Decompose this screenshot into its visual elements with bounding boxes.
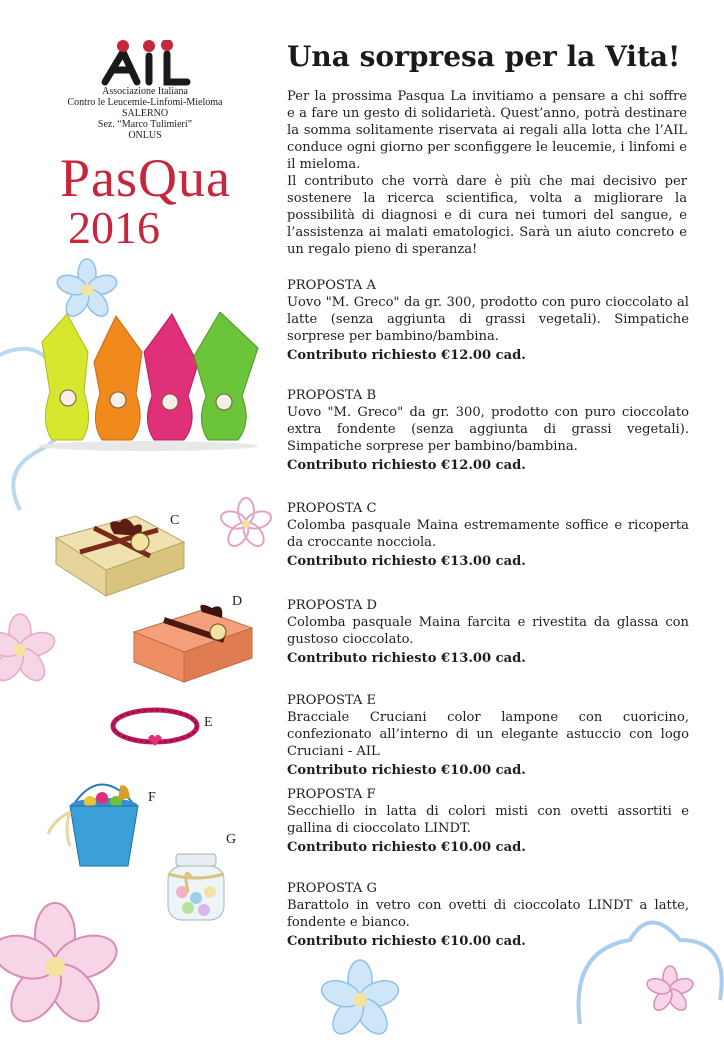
image-label-c: C: [170, 513, 180, 528]
org-line-5: ONLUS: [128, 130, 162, 141]
egg-yellow: [42, 314, 89, 440]
bracelet-e-image: [108, 704, 202, 750]
proposal-e: [287, 692, 689, 779]
image-label-e: E: [204, 715, 213, 730]
colomba-box-d-image: [132, 602, 254, 686]
bucket-f-image: [40, 776, 152, 872]
proposal-description: Colomba pasquale Maina farcita e rivestita da glassa con gustoso cioccolato.: [287, 615, 689, 647]
proposal-title: PROPOSTA G: [287, 881, 378, 896]
proposal-title: PROPOSTA A: [287, 278, 377, 293]
proposal-b: [287, 387, 689, 474]
intro-paragraph-1: Per la prossima Pasqua La invitiamo a pensare a chi soffre e a fare un gesto di solidarietà. Quest’anno, potrà destinare la somma solitamente riservata ai regali alla lotta che l’AIL conduce ogni giorno per sconfiggere le leucemie, i linfomi e il mieloma.: [287, 89, 687, 172]
proposal-title: PROPOSTA D: [287, 598, 378, 613]
proposal-description: Uovo "M. Greco" da gr. 300, prodotto con puro cioccolato extra fondente (senza aggiunta di grassi vegetali). Simpatiche sorprese per bambino/bambina.: [287, 405, 689, 454]
proposal-d: [287, 597, 689, 667]
proposal-description: Colomba pasquale Maina estremamente soffice e ricoperta da croccante nocciola.: [287, 518, 689, 550]
proposal-contribution: Contributo richiesto €10.00 cad.: [287, 840, 526, 855]
proposal-description: Bracciale Cruciani color lampone con cuoricino, confezionato all’interno di un elegante astuccio con logo Cruciani - AIL: [287, 710, 689, 759]
egg-green: [194, 312, 258, 440]
proposal-contribution: Contributo richiesto €13.00 cad.: [287, 651, 526, 666]
flower-decoration-bottom-left: [0, 902, 120, 1032]
proposal-contribution: Contributo richiesto €10.00 cad.: [287, 763, 526, 778]
org-line-4: Sez. “Marco Tulimieri”: [97, 119, 193, 130]
pasqua-word: PasQua: [60, 148, 231, 208]
page-title: Una sorpresa per la Vita!: [287, 40, 681, 73]
intro-text: [287, 88, 687, 258]
proposal-description: Uovo "M. Greco" da gr. 300, prodotto con puro cioccolato al latte (senza aggiunta di grassi vegetali). Simpatiche sorprese per bambino/bambina.: [287, 295, 689, 344]
proposal-f: [287, 786, 689, 856]
proposal-contribution: Contributo richiesto €12.00 cad.: [287, 348, 526, 363]
ail-figures-icon: [97, 40, 193, 86]
intro-paragraph-2: Il contributo che vorrà dare è più che mai decisivo per sostenere la ricerca scientifica, volta a migliorare la possibilità di diagnosi e di cura nei tumori del sangue, e l’assistenza ai malati ematologici. Sarà un aiuto concreto e un regalo pieno di speranza!: [287, 174, 687, 257]
image-label-f: F: [148, 790, 156, 805]
pasqua-year: 2016: [68, 202, 160, 253]
proposal-g: [287, 880, 689, 950]
org-line-2: Contro le Leucemie-Linfomi-Mieloma: [67, 97, 223, 108]
proposal-description: Secchiello in latta di colori misti con ovetti assortiti e gallina di cioccolato LINDT.: [287, 804, 689, 836]
proposal-c: [287, 500, 689, 570]
proposal-title: PROPOSTA F: [287, 787, 376, 802]
ail-logo: [60, 40, 230, 141]
proposal-description: Barattolo in vetro con ovetti di cioccolato LINDT a latte, fondente e bianco.: [287, 898, 689, 930]
egg-orange: [94, 316, 142, 440]
image-label-g: G: [226, 832, 237, 847]
flower-decoration-bottom-center: [318, 958, 402, 1042]
colomba-box-c-image: [54, 512, 186, 598]
flower-decoration-pink-left: [0, 612, 58, 688]
org-line-3: SALERNO: [121, 108, 169, 119]
egg-pink: [144, 314, 198, 440]
image-label-d: D: [232, 594, 243, 609]
flower-decoration-pink-mid: [218, 496, 274, 552]
proposal-contribution: Contributo richiesto €12.00 cad.: [287, 458, 526, 473]
proposal-title: PROPOSTA C: [287, 501, 377, 516]
jar-g-image: [162, 852, 230, 924]
proposal-title: PROPOSTA B: [287, 388, 377, 403]
pasqua-2016-title: [60, 148, 270, 253]
org-line-1: Associazione Italiana: [102, 86, 188, 97]
proposal-contribution: Contributo richiesto €10.00 cad.: [287, 934, 526, 949]
proposal-title: PROPOSTA E: [287, 693, 377, 708]
proposal-contribution: Contributo richiesto €13.00 cad.: [287, 554, 526, 569]
proposal-a: [287, 277, 689, 364]
easter-eggs-image: [32, 312, 264, 452]
